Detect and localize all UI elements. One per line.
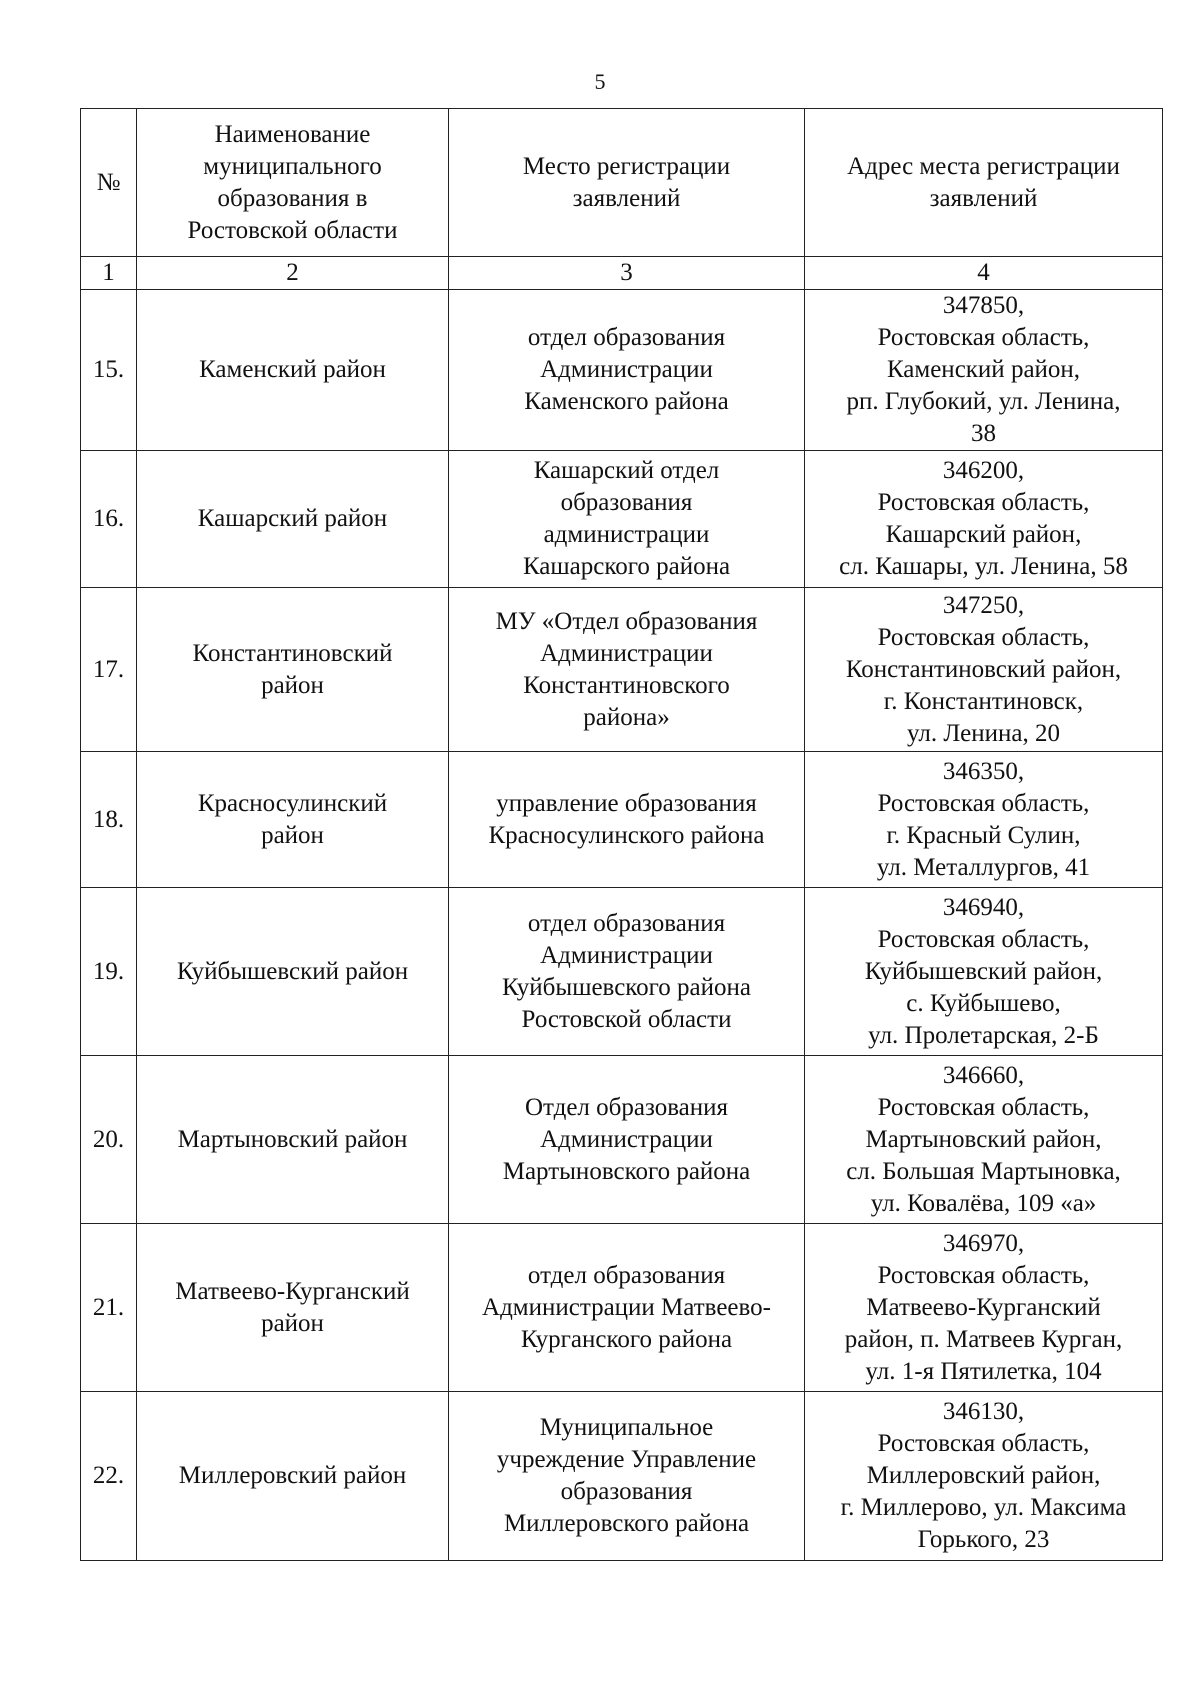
row-number: 20. <box>81 1056 137 1224</box>
table-row <box>81 588 1163 752</box>
row-number: 21. <box>81 1224 137 1392</box>
registration-place-cell: отдел образования Администрации Матвеево- Курганского района <box>449 1224 805 1392</box>
table-header-row <box>81 109 1163 257</box>
row-number: 19. <box>81 888 137 1056</box>
column-index-row <box>81 257 1163 290</box>
registration-address-cell: 347850, Ростовская область, Каменский район, рп. Глубокий, ул. Ленина, 38 <box>805 290 1163 451</box>
registration-table <box>80 108 1163 1561</box>
municipality-cell: Мартыновский район <box>137 1056 449 1224</box>
registration-address-cell: 346940, Ростовская область, Куйбышевский район, с. Куйбышево, ул. Пролетарская, 2-Б <box>805 888 1163 1056</box>
row-number: 22. <box>81 1392 137 1561</box>
table-row <box>81 451 1163 588</box>
registration-address-cell: 346200, Ростовская область, Кашарский район, сл. Кашары, ул. Ленина, 58 <box>805 451 1163 588</box>
registration-place-cell: МУ «Отдел образования Администрации Константиновского района» <box>449 588 805 752</box>
municipality-cell: Каменский район <box>137 290 449 451</box>
registration-place-cell: Отдел образования Администрации Мартыновского района <box>449 1056 805 1224</box>
row-number: 17. <box>81 588 137 752</box>
header-registration-place: Место регистрации заявлений <box>449 109 805 257</box>
registration-place-cell: отдел образования Администрации Куйбышевского района Ростовской области <box>449 888 805 1056</box>
header-registration-address: Адрес места регистрации заявлений <box>805 109 1163 257</box>
registration-address-cell: 346660, Ростовская область, Мартыновский район, сл. Большая Мартыновка, ул. Ковалёва, 109 «а» <box>805 1056 1163 1224</box>
registration-place-cell: отдел образования Администрации Каменского района <box>449 290 805 451</box>
column-index: 1 <box>81 257 137 290</box>
registration-place-cell: Муниципальное учреждение Управление образования Миллеровского района <box>449 1392 805 1561</box>
column-index: 3 <box>449 257 805 290</box>
table-row <box>81 1056 1163 1224</box>
municipality-cell: Куйбышевский район <box>137 888 449 1056</box>
table-row <box>81 752 1163 888</box>
registration-address-cell: 346130, Ростовская область, Миллеровский район, г. Миллерово, ул. Максима Горького, 23 <box>805 1392 1163 1561</box>
registration-place-cell: управление образования Красносулинского района <box>449 752 805 888</box>
municipality-cell: Матвеево-Курганский район <box>137 1224 449 1392</box>
registration-address-cell: 347250, Ростовская область, Константиновский район, г. Константиновск, ул. Ленина, 20 <box>805 588 1163 752</box>
registration-address-cell: 346350, Ростовская область, г. Красный Сулин, ул. Металлургов, 41 <box>805 752 1163 888</box>
table-row <box>81 1224 1163 1392</box>
table-row <box>81 290 1163 451</box>
municipality-cell: Константиновский район <box>137 588 449 752</box>
row-number: 16. <box>81 451 137 588</box>
registration-place-cell: Кашарский отдел образования администрации Кашарского района <box>449 451 805 588</box>
column-index: 2 <box>137 257 449 290</box>
column-index: 4 <box>805 257 1163 290</box>
header-number: № <box>81 109 137 257</box>
header-municipality: Наименование муниципального образования в Ростовской области <box>137 109 449 257</box>
municipality-cell: Кашарский район <box>137 451 449 588</box>
table-row <box>81 888 1163 1056</box>
municipality-cell: Красносулинский район <box>137 752 449 888</box>
municipality-cell: Миллеровский район <box>137 1392 449 1561</box>
row-number: 15. <box>81 290 137 451</box>
row-number: 18. <box>81 752 137 888</box>
table-row <box>81 1392 1163 1561</box>
page-number: 5 <box>594 69 606 94</box>
registration-address-cell: 346970, Ростовская область, Матвеево-Курганский район, п. Матвеев Курган, ул. 1-я Пятилетка, 104 <box>805 1224 1163 1392</box>
